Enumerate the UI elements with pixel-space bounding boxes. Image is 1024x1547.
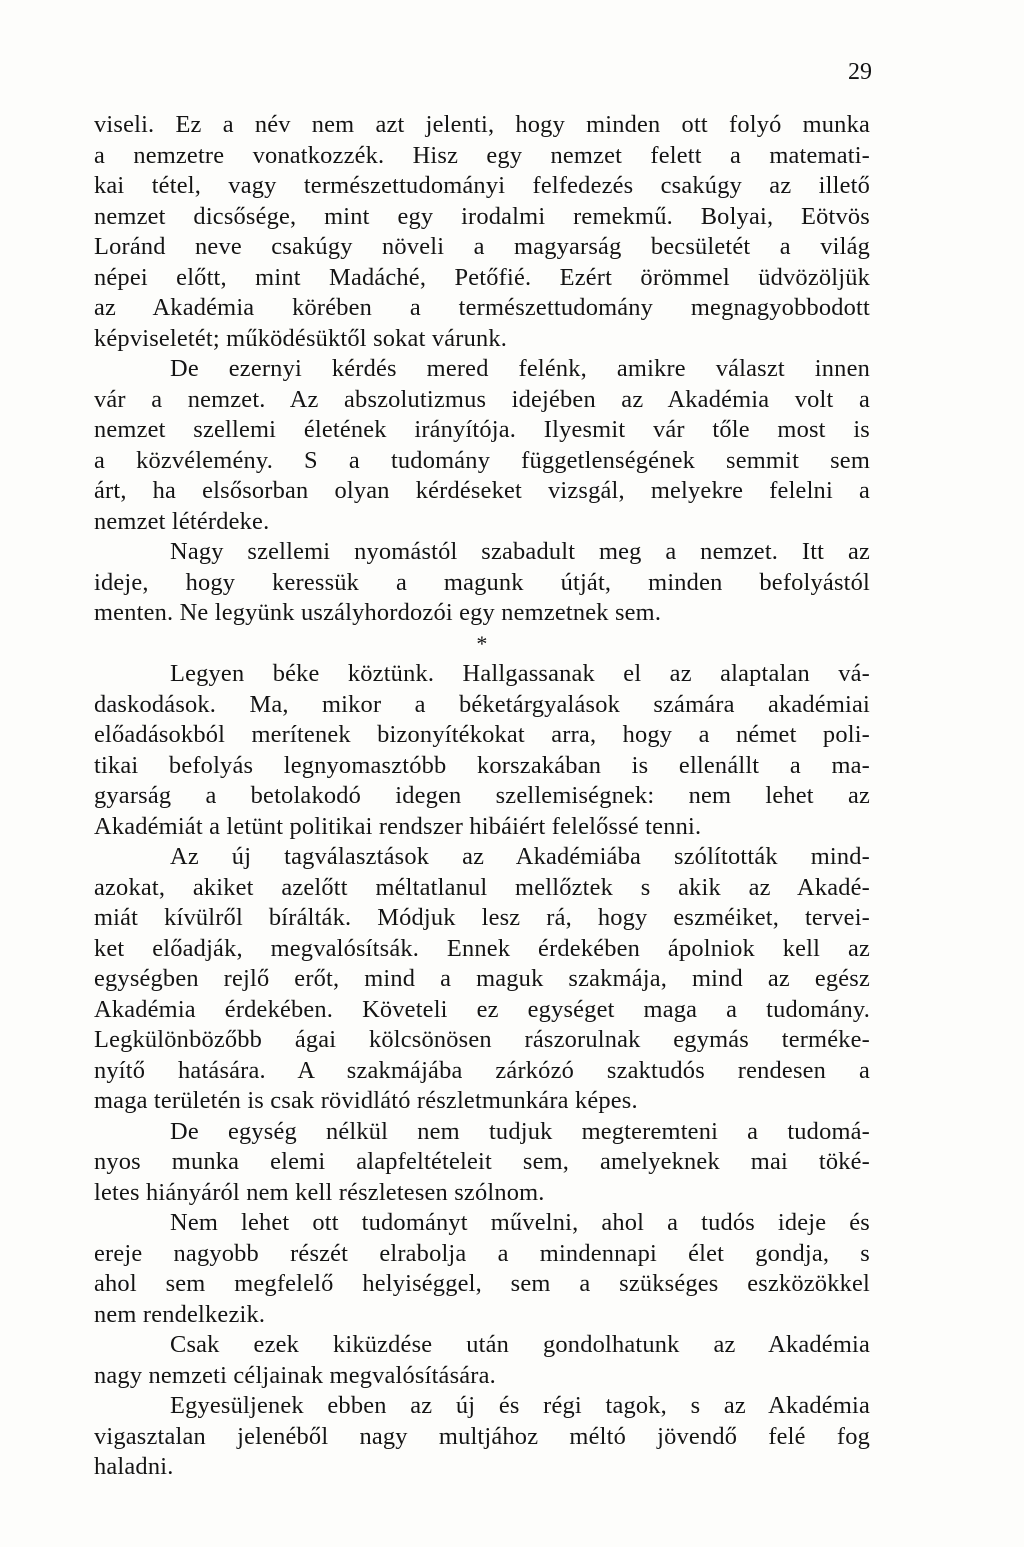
paragraph-9 xyxy=(94,1391,870,1483)
text-line: vigasztalan jelenéből nagy multjához méltó jövendő felé fog xyxy=(94,1422,870,1450)
text-line: viseli. Ez a név nem azt jelenti, hogy minden ott folyó munka xyxy=(94,111,870,138)
text-line: a nemzetre vonatkozzék. Hisz egy nemzet felett a matemati- xyxy=(94,141,870,169)
text-line: menten. Ne legyünk uszályhordozói egy nemzetnek sem. xyxy=(94,599,662,626)
text-line: Akadémia érdekében. Követeli ez egységet maga a tudomány. xyxy=(94,995,870,1023)
paragraph-7 xyxy=(94,1208,870,1330)
paragraph-1 xyxy=(94,110,870,354)
text-line: daskodások. Ma, mikor a béketárgyalások számára akadémiai xyxy=(94,690,870,718)
text-line: egységben rejlő erőt, mind a maguk szakmája, mind az egész xyxy=(94,965,870,992)
text-line: tikai befolyás legnyomasztóbb korszakában is ellenállt a ma- xyxy=(94,751,870,779)
text-line: népei előtt, mint Madáché, Petőfié. Ezért örömmel üdvözöljük xyxy=(94,263,870,291)
text-line: kai tétel, vagy természettudományi felfedezés csakúgy az illető xyxy=(94,172,870,199)
text-line: De egység nélkül nem tudjuk megteremteni a tudomá- xyxy=(170,1117,870,1145)
text-line: ideje, hogy keressük a magunk útját, minden befolyástól xyxy=(94,568,870,596)
text-line: Akadémiát a letünt politikai rendszer hibáiért felelőssé tenni. xyxy=(94,812,702,840)
text-line: letes hiányáról nem kell részletesen szólnom. xyxy=(94,1178,545,1206)
text-line: előadásokból merítenek bizonyítékokat arra, hogy a német poli- xyxy=(94,721,870,748)
text-line: gyarság a betolakodó idegen szellemiségnek: nem lehet az xyxy=(94,782,870,809)
text-line: De ezernyi kérdés mered felénk, amikre választ innen xyxy=(170,355,870,382)
text-line: az Akadémia körében a természettudomány megnagyobbodott xyxy=(94,294,870,321)
text-line: vár a nemzet. Az abszolutizmus idejében az Akadémia volt a xyxy=(94,385,870,413)
text-line: Egyesüljenek ebben az új és régi tagok, s az Akadémia xyxy=(170,1392,870,1419)
section-divider-asterisk: * xyxy=(476,630,488,656)
text-line: miát kívülről bírálták. Módjuk lesz rá, hogy eszméiket, tervei- xyxy=(94,904,870,931)
text-line: Csak ezek kiküzdése után gondolhatunk az Akadémia xyxy=(170,1331,870,1358)
paragraph-4 xyxy=(94,659,870,842)
paragraph-3 xyxy=(94,537,870,629)
text-line: nyos munka elemi alapfeltételeit sem, amelyeknek mai töké- xyxy=(94,1148,870,1175)
text-line: nagy nemzeti céljainak megvalósítására. xyxy=(94,1361,496,1389)
text-line: nyítő hatására. A szakmájába zárkózó szaktudós rendesen a xyxy=(94,1056,870,1084)
text-line: Legkülönbözőbb ágai kölcsönösen rászorulnak egymás terméke- xyxy=(94,1026,870,1053)
text-line: nemzet dicsősége, mint egy irodalmi remekmű. Bolyai, Eötvös xyxy=(94,202,870,230)
text-line: Legyen béke köztünk. Hallgassanak el az alaptalan vá- xyxy=(170,660,870,687)
text-line: azokat, akiket azelőtt méltatlanul mellőztek s akik az Akadé- xyxy=(94,873,870,901)
page-number: 29 xyxy=(848,59,872,85)
paragraph-2 xyxy=(94,354,870,537)
text-line: a közvélemény. S a tudomány függetlenségének semmit sem xyxy=(94,446,870,474)
text-line: Az új tagválasztások az Akadémiába szólították mind- xyxy=(170,843,870,870)
text-line: ereje nagyobb részét elrabolja a mindennapi élet gondja, s xyxy=(94,1239,870,1267)
text-line: árt, ha elsősorban olyan kérdéseket vizsgál, melyekre felelni a xyxy=(94,477,870,504)
paragraph-6 xyxy=(94,1117,870,1209)
text-line: Nagy szellemi nyomástól szabadult meg a nemzet. Itt az xyxy=(170,538,870,565)
text-line: nemzet szellemi életének irányítója. Ilyesmit vár tőle most is xyxy=(94,416,870,443)
text-line: Loránd neve csakúgy növeli a magyarság becsületét a világ xyxy=(94,233,870,260)
paragraph-5 xyxy=(94,842,870,1117)
paragraph-8 xyxy=(94,1330,870,1391)
text-line: Nem lehet ott tudományt művelni, ahol a tudós ideje és xyxy=(170,1209,870,1236)
text-line: haladni. xyxy=(94,1453,174,1480)
text-line: maga területén is csak rövidlátó részletmunkára képes. xyxy=(94,1087,638,1114)
text-line: ket előadják, megvalósítsák. Ennek érdekében ápolniok kell az xyxy=(94,934,870,962)
text-line: képviseletét; működésüktől sokat várunk. xyxy=(94,324,508,352)
text-line: nemzet létérdeke. xyxy=(94,507,270,535)
text-line: nem rendelkezik. xyxy=(94,1300,266,1328)
body-text xyxy=(94,110,870,1483)
text-line: ahol sem megfelelő helyiséggel, sem a szükséges eszközökkel xyxy=(94,1270,870,1297)
